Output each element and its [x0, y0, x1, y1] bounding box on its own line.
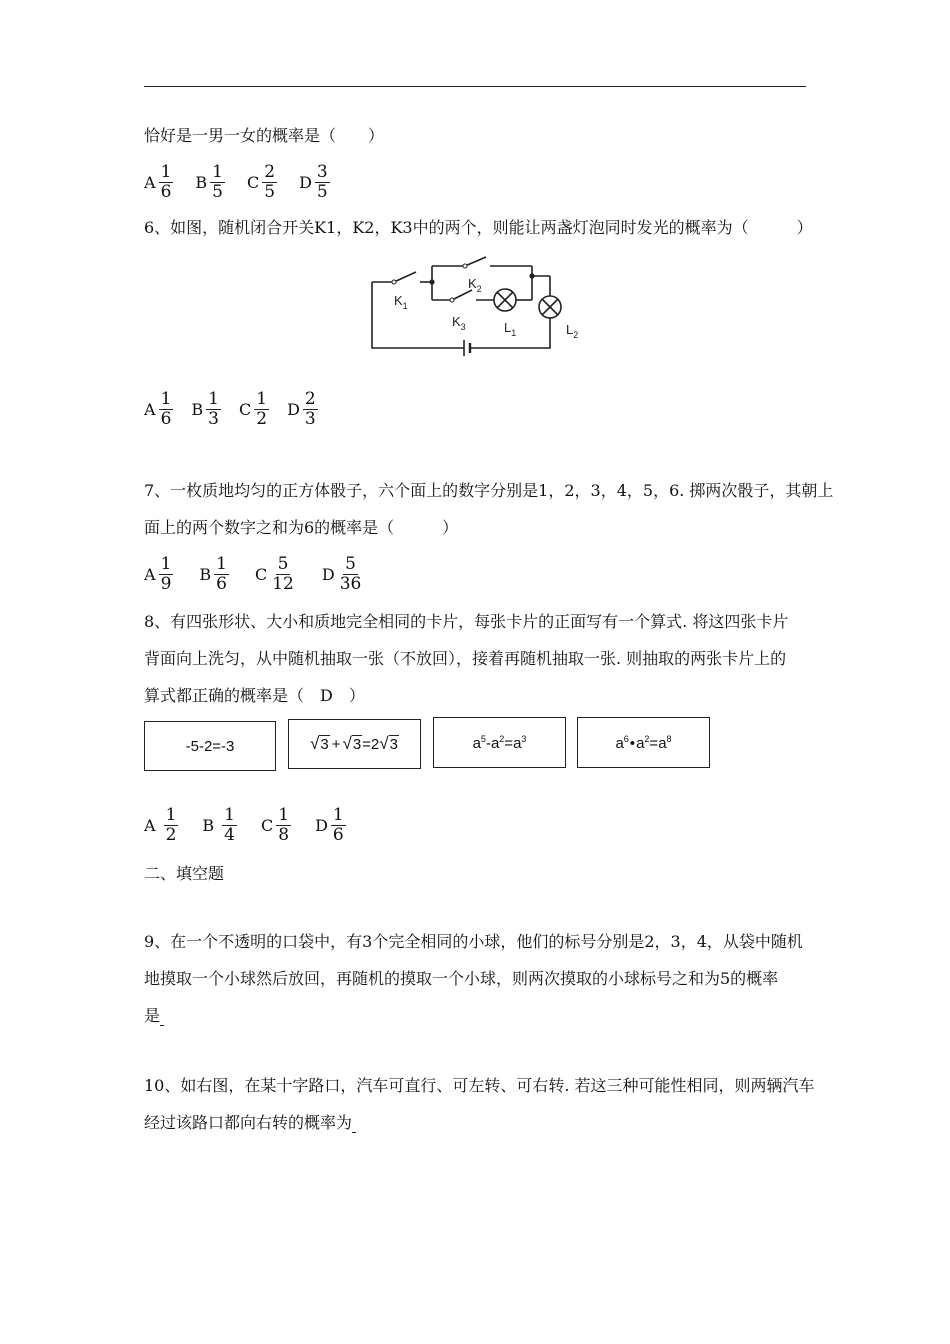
card-4: $a^6•a^2=a^8$ — [577, 717, 710, 768]
sqrt-icon: √ — [310, 734, 320, 753]
q5-options — [144, 163, 352, 202]
q7-options — [144, 555, 385, 594]
q9-line1: 9、在一个不透明的口袋中，有3个完全相同的小球，他们的标号分别是2，3，4，从袋中随机 — [144, 932, 803, 951]
sqrt-icon: √ — [342, 734, 352, 753]
label-l2: $L_2$ — [566, 322, 579, 340]
q5-option-b: B $\frac{1}{5}$ — [195, 162, 223, 202]
q10-line2: 经过该路口都向右转的概率为 — [144, 1113, 356, 1133]
card-1: -5-2=-3 — [144, 721, 276, 771]
card-3: $a^5-a^2=a^3$ — [433, 717, 566, 768]
q7-option-c: C $\frac{5}{12}$ — [254, 554, 294, 594]
q7-option-a: A $\frac{1}{9}$ — [144, 554, 172, 594]
label-k1: $K_1$ — [394, 293, 408, 311]
q8-line1: 8、有四张形状、大小和质地完全相同的卡片，每张卡片的正面写有一个算式. 将这四张卡片 — [144, 612, 789, 631]
label-k2: $K_2$ — [468, 276, 482, 294]
answer-blank[interactable] — [160, 1011, 164, 1026]
q5-option-d: D $\frac{3}{5}$ — [299, 162, 328, 202]
q7-line1: 7、一枚质地均匀的正方体骰子，六个面上的数字分别是1，2，3，4，5，6. 掷两次骰子，其朝上 — [144, 481, 834, 500]
q6-text: 6、如图，随机闭合开关K1，K2，K3中的两个，则能让两盏灯泡同时发光的概率为（ ） — [144, 218, 813, 237]
q7-option-d: D $\frac{5}{36}$ — [321, 554, 362, 594]
card-2: √ 3 + √ 3 =2 √ 3 — [288, 719, 421, 769]
q9-line2: 地摸取一个小球然后放回，再随机的摸取一个小球，则两次摸取的小球标号之和为5的概率 — [144, 969, 779, 988]
q6-option-a: A $\frac{1}{6}$ — [144, 389, 172, 429]
q6-option-c: C $\frac{1}{2}$ — [238, 389, 268, 429]
q5-text: 恰好是一男一女的概率是（ ） — [144, 126, 385, 145]
q8-line2: 背面向上洗匀，从中随机抽取一张（不放回），接着再随机抽取一张. 则抽取的两张卡片上的 — [144, 649, 787, 668]
label-k3: $K_3$ — [452, 314, 466, 332]
q8-option-c: C $\frac{1}{8}$ — [260, 805, 290, 845]
section-heading-fill-in: 二、填空题 — [144, 864, 225, 883]
q8-option-b: B $\frac{1}{4}$ — [202, 805, 235, 845]
q6-option-b: B $\frac{1}{3}$ — [191, 389, 219, 429]
q8-line3: 算式都正确的概率是（ D ） — [144, 686, 365, 705]
q6-option-d: D $\frac{2}{3}$ — [287, 389, 316, 429]
q8-option-a: A $\frac{1}{2}$ — [144, 805, 177, 845]
answer-blank[interactable] — [352, 1118, 356, 1133]
q5-option-c: C $\frac{2}{5}$ — [246, 162, 276, 202]
q6-options — [144, 390, 340, 429]
circuit-diagram — [360, 252, 600, 362]
sqrt-icon: √ — [379, 734, 389, 753]
q7-line2: 面上的两个数字之和为6的概率是（ ） — [144, 518, 459, 537]
q8-option-d: D $\frac{1}{6}$ — [315, 805, 344, 845]
header-rule — [144, 86, 806, 87]
q7-option-b: B $\frac{1}{6}$ — [199, 554, 227, 594]
q9-line3: 是 — [144, 1006, 164, 1026]
q10-line1: 10、如右图，在某十字路口，汽车可直行、可左转、可右转. 若这三种可能性相同，则两辆汽车 — [144, 1076, 815, 1095]
q5-option-a: A $\frac{1}{6}$ — [144, 162, 172, 202]
label-l1: $L_1$ — [504, 320, 517, 338]
q8-options — [144, 806, 368, 845]
